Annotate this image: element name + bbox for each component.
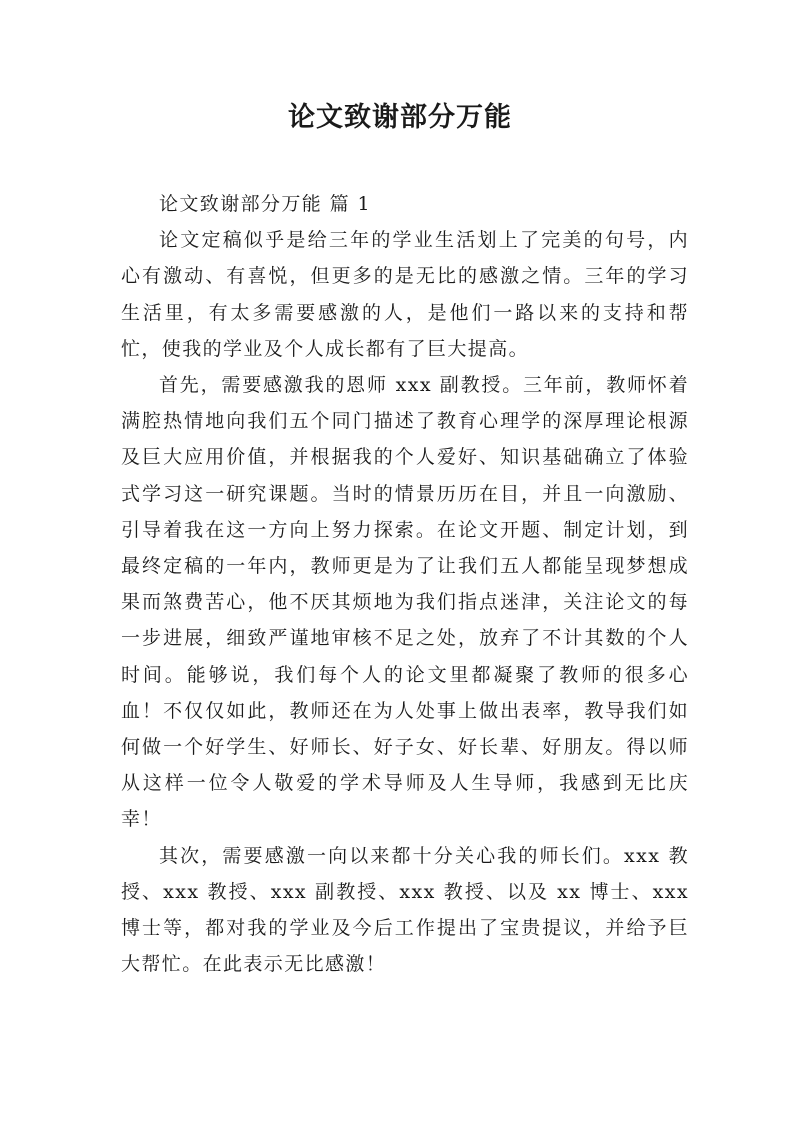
paragraph-advisor-thanks: 首先，需要感激我的恩师 xxx 副教授。三年前，教师怀着满腔热情地向我们五个同门描述了教育心理学的深厚理论根源及巨大应用价值，并根据我的个人爱好、知识基础确立了体验式学习这一研究课题。当时的情景历历在目，并且一向激励、引导着我在这一方向上努力探索。在论文开题、制定计划，到最终定稿的一年内，教师更是为了让我们五人都能呈现梦想成果而煞费苦心，他不厌其烦地为我们指点迷津，关注论文的每一步进展，细致严谨地审核不足之处，放弃了不计其数的个人时间。能够说，我们每个人的论文里都凝聚了教师的很多心血！不仅仅如此，教师还在为人处事上做出表率，教导我们如何做一个好学生、好师长、好子女、好长辈、好朋友。得以师从这样一位令人敬爱的学术导师及人生导师，我感到无比庆幸！ [121,374,689,831]
document-body [121,186,689,982]
document-title: 论文致谢部分万能 [288,102,512,133]
section-heading: 论文致谢部分万能 篇 1 [159,193,371,215]
paragraph-teachers-thanks: 其次，需要感激一向以来都十分关心我的师长们。xxx 教授、xxx 教授、xxx 副教授、xxx 教授、以及 xx 博士、xxx 博士等，都对我的学业及今后工作提出了宝贵提议，并给予巨大帮忙。在此表示无比感激！ [121,844,689,976]
paragraph-intro: 论文定稿似乎是给三年的学业生活划上了完美的句号，内心有激动、有喜悦，但更多的是无比的感激之情。三年的学习生活里，有太多需要感激的人，是他们一路以来的支持和帮忙，使我的学业及个人成长都有了巨大提高。 [121,229,689,360]
